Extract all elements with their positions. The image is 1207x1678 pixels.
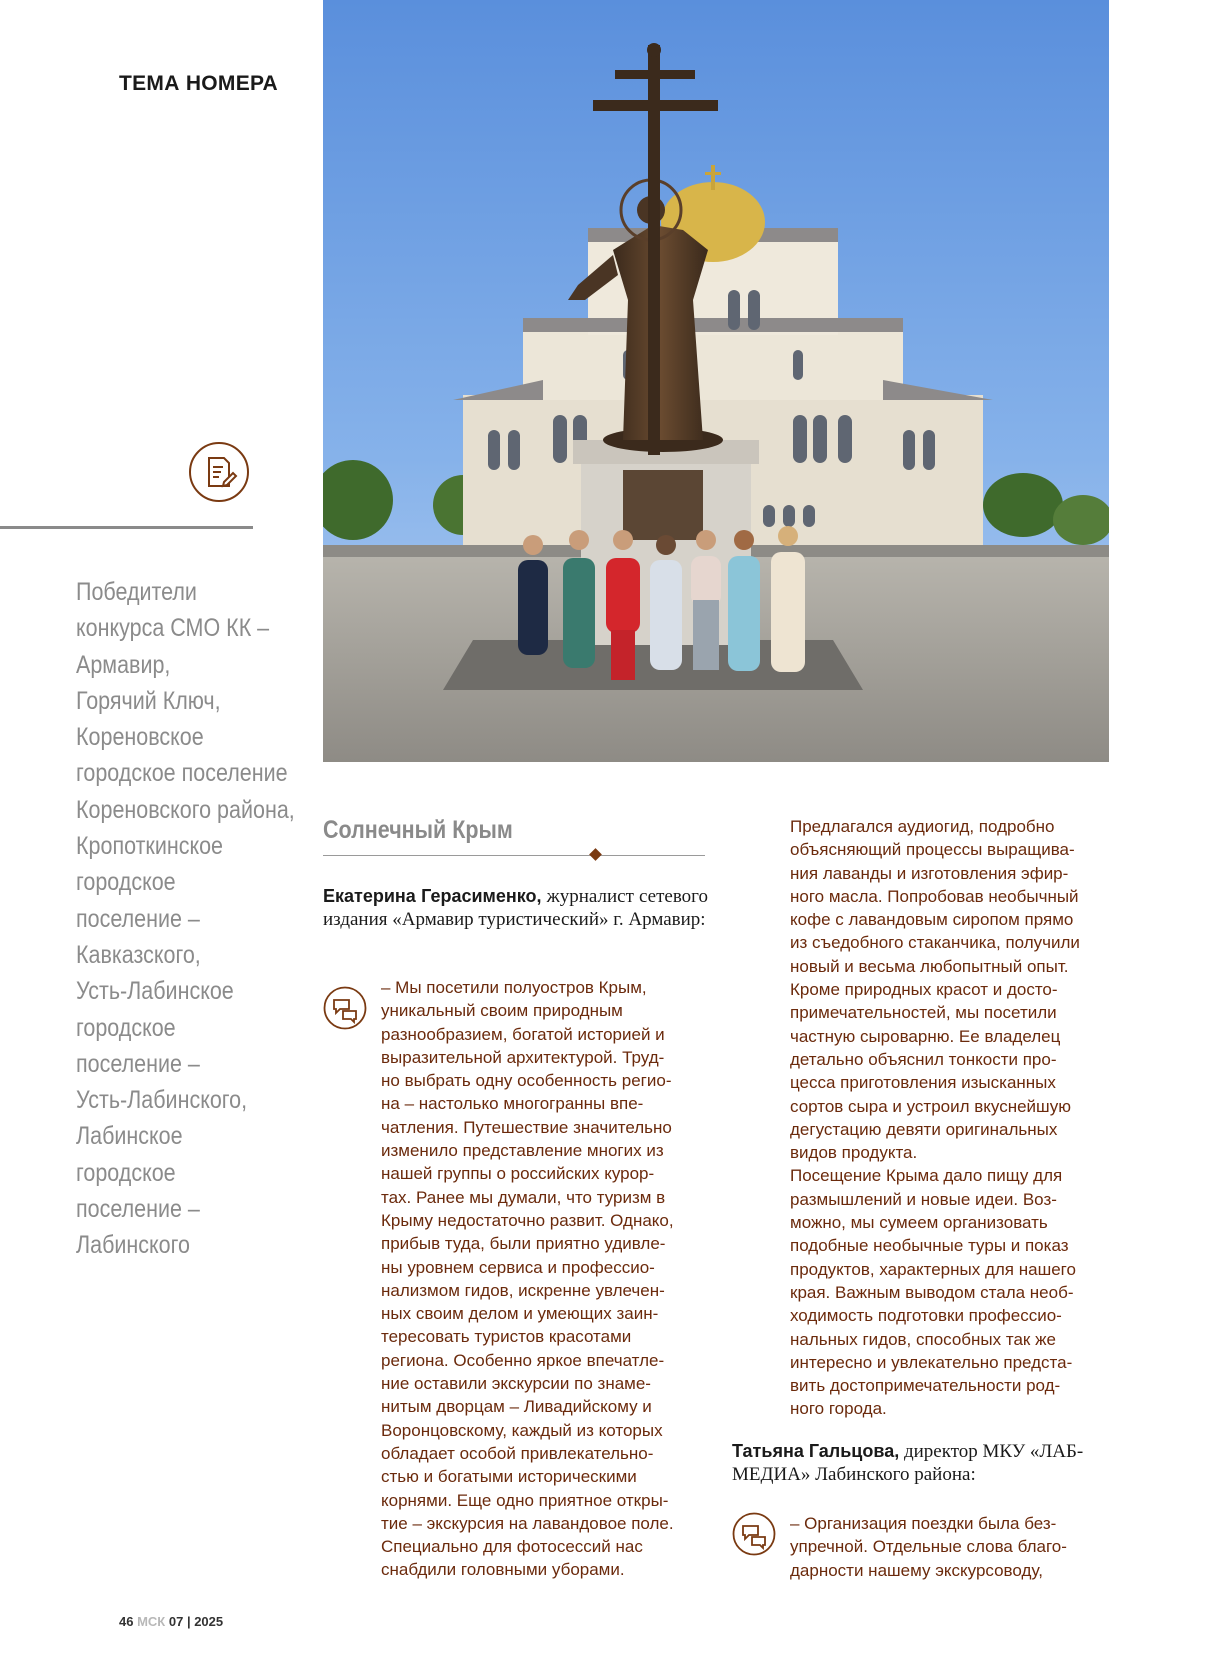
text-line: выразительной архитектурой. Труд- xyxy=(381,1047,665,1067)
text-line: видов продукта. xyxy=(790,1143,918,1163)
article-title: Солнечный Крым xyxy=(323,816,513,844)
text-line: объясняющий процессы выращива- xyxy=(790,840,1075,860)
text-line: дарности нашему экскурсоводу, xyxy=(790,1560,1043,1580)
text-line: чатления. Путешествие значительно xyxy=(381,1117,672,1137)
text-line: продуктов, характерных для нашего xyxy=(790,1259,1076,1279)
text-line: из съедобного стаканчика, получили xyxy=(790,933,1080,953)
text-line: тах. Ранее мы думали, что туризм в xyxy=(381,1187,666,1207)
article-column-2 xyxy=(790,815,1080,1421)
article-column-2-continued xyxy=(790,1512,1067,1582)
text-line: примечательностей, мы посетили xyxy=(790,1003,1057,1023)
sidebar-line: Армавир, xyxy=(76,650,171,679)
author-intro-1 xyxy=(323,885,708,931)
text-line: кофе с лавандовым сиропом прямо xyxy=(790,910,1074,930)
text-line: упречной. Отдельные слова благо- xyxy=(790,1537,1067,1557)
text-line: ние оставили экскурсии по знаме- xyxy=(381,1374,651,1394)
text-line: можно, мы сумеем организовать xyxy=(790,1213,1048,1233)
text-line: нашей группы о российских курор- xyxy=(381,1164,655,1184)
text-line: корнями. Еще одно приятное откры- xyxy=(381,1490,669,1510)
text-line: стью и богатыми историческими xyxy=(381,1467,637,1487)
author-role: журналист сетевого издания «Армавир туристический» г. Армавир: xyxy=(323,886,708,930)
text-line: Воронцовскому, каждый из которых xyxy=(381,1420,663,1440)
text-line: Кроме природных красот и досто- xyxy=(790,980,1058,1000)
text-line: края. Важным выводом стала необ- xyxy=(790,1282,1074,1302)
sidebar-line: Горячий Ключ, xyxy=(76,686,221,715)
sidebar-line: Усть-Лабинского, xyxy=(76,1086,248,1115)
author-role: директор МКУ «ЛАБМЕДИА» Лабинского района: xyxy=(732,1441,1084,1485)
speech-bubbles-icon xyxy=(732,1512,776,1556)
text-line: – Организация поездки была без- xyxy=(790,1514,1057,1533)
text-line: Крыму недостаточно развит. Однако, xyxy=(381,1210,674,1230)
article-column-1 xyxy=(381,976,674,1582)
sidebar-line: Кореновское xyxy=(76,723,204,752)
text-line: ходимость подготовки профессио- xyxy=(790,1306,1062,1326)
page-number: 46 xyxy=(119,1614,134,1629)
text-line: нитым дворцам – Ливадийскому и xyxy=(381,1397,652,1417)
section-label: ТЕМА НОМЕРА xyxy=(119,72,278,95)
text-line: но выбрать одну особенность регио- xyxy=(381,1071,672,1091)
diamond-ornament-icon xyxy=(589,848,602,861)
sidebar-line: поселение – xyxy=(76,1049,200,1078)
author-name: Екатерина Герасименко, xyxy=(323,886,542,906)
text-line: подобные необычные туры и показ xyxy=(790,1236,1069,1256)
text-line: сортов сыра и устроил вкуснейшую xyxy=(790,1096,1071,1116)
text-line: прибыв туда, были приятно удивле- xyxy=(381,1234,666,1254)
text-line: тересовать туристов красотами xyxy=(381,1327,632,1347)
text-line: ного масла. Попробовав необычный xyxy=(790,886,1079,906)
text-line: обладает особой привлекательно- xyxy=(381,1443,654,1463)
sidebar-line: городское поселение xyxy=(76,759,288,788)
sidebar-line: поселение – xyxy=(76,1195,200,1224)
text-line: размышлений и новые идеи. Воз- xyxy=(790,1189,1057,1209)
text-line: вить достопримечательности род- xyxy=(790,1376,1061,1396)
text-line: ных своим делом и умеющих заин- xyxy=(381,1304,659,1324)
text-line: – Мы посетили полуостров Крым, xyxy=(381,978,647,997)
speech-bubbles-icon xyxy=(323,986,367,1030)
sidebar-line: Лабинское xyxy=(76,1122,183,1151)
hero-photo xyxy=(323,0,1109,762)
text-line: региона. Особенно яркое впечатле- xyxy=(381,1350,665,1370)
text-line: дегустацию девяти оригинальных xyxy=(790,1119,1058,1139)
magazine-brand: МСК xyxy=(137,1614,166,1629)
text-line: уникальный своим природным xyxy=(381,1001,623,1021)
sidebar-line: конкурса СМО КК – xyxy=(76,614,270,643)
sidebar-line: городское xyxy=(76,1158,176,1187)
sidebar-line: Кропоткинское xyxy=(76,832,224,861)
sidebar-line: поселение – xyxy=(76,904,200,933)
sidebar-line: городское xyxy=(76,1013,176,1042)
text-line: ного города. xyxy=(790,1399,887,1419)
sidebar-line: Кавказского, xyxy=(76,940,201,969)
text-line: детально объяснил тонкости про- xyxy=(790,1049,1057,1069)
sidebar-line: городское xyxy=(76,868,176,897)
sidebar-line: Усть-Лабинское xyxy=(76,977,234,1006)
author-intro-2 xyxy=(732,1440,1117,1486)
text-line: ны уровнем сервиса и профессио- xyxy=(381,1257,655,1277)
text-line: ния лаванды и изготовления эфир- xyxy=(790,863,1069,883)
text-line: Посещение Крыма дало пищу для xyxy=(790,1166,1063,1186)
sidebar-winners-list xyxy=(76,574,306,1264)
text-line: на – настолько многогранны впе- xyxy=(381,1094,644,1114)
text-line: тие – экскурсия на лавандовое поле. xyxy=(381,1513,674,1533)
text-line: интересно и увлекательно предста- xyxy=(790,1352,1073,1372)
document-pen-icon xyxy=(188,441,250,503)
sidebar-line: Кореновского района, xyxy=(76,795,295,824)
text-line: снабдили головными уборами. xyxy=(381,1560,625,1580)
text-line: Специально для фотосессий нас xyxy=(381,1537,643,1557)
page-footer xyxy=(119,1614,223,1629)
issue-number: 07 | 2025 xyxy=(168,1614,224,1629)
sidebar-line: Победители xyxy=(76,578,197,606)
text-line: разнообразием, богатой историей и xyxy=(381,1024,665,1044)
text-line: новый и весьма любопытный опыт. xyxy=(790,956,1069,976)
sidebar-divider xyxy=(0,526,253,529)
text-line: Предлагался аудиогид, подробно xyxy=(790,817,1055,836)
author-name: Татьяна Гальцова, xyxy=(732,1441,900,1461)
text-line: частную сыроварню. Ее владелец xyxy=(790,1026,1061,1046)
text-line: нализмом гидов, искренне увлечен- xyxy=(381,1280,665,1300)
text-line: изменило представление многих из xyxy=(381,1141,664,1161)
sidebar-line: Лабинского xyxy=(76,1231,190,1260)
title-divider xyxy=(323,855,705,856)
text-line: цесса приготовления изысканных xyxy=(790,1073,1056,1093)
text-line: нальных гидов, способных так же xyxy=(790,1329,1056,1349)
